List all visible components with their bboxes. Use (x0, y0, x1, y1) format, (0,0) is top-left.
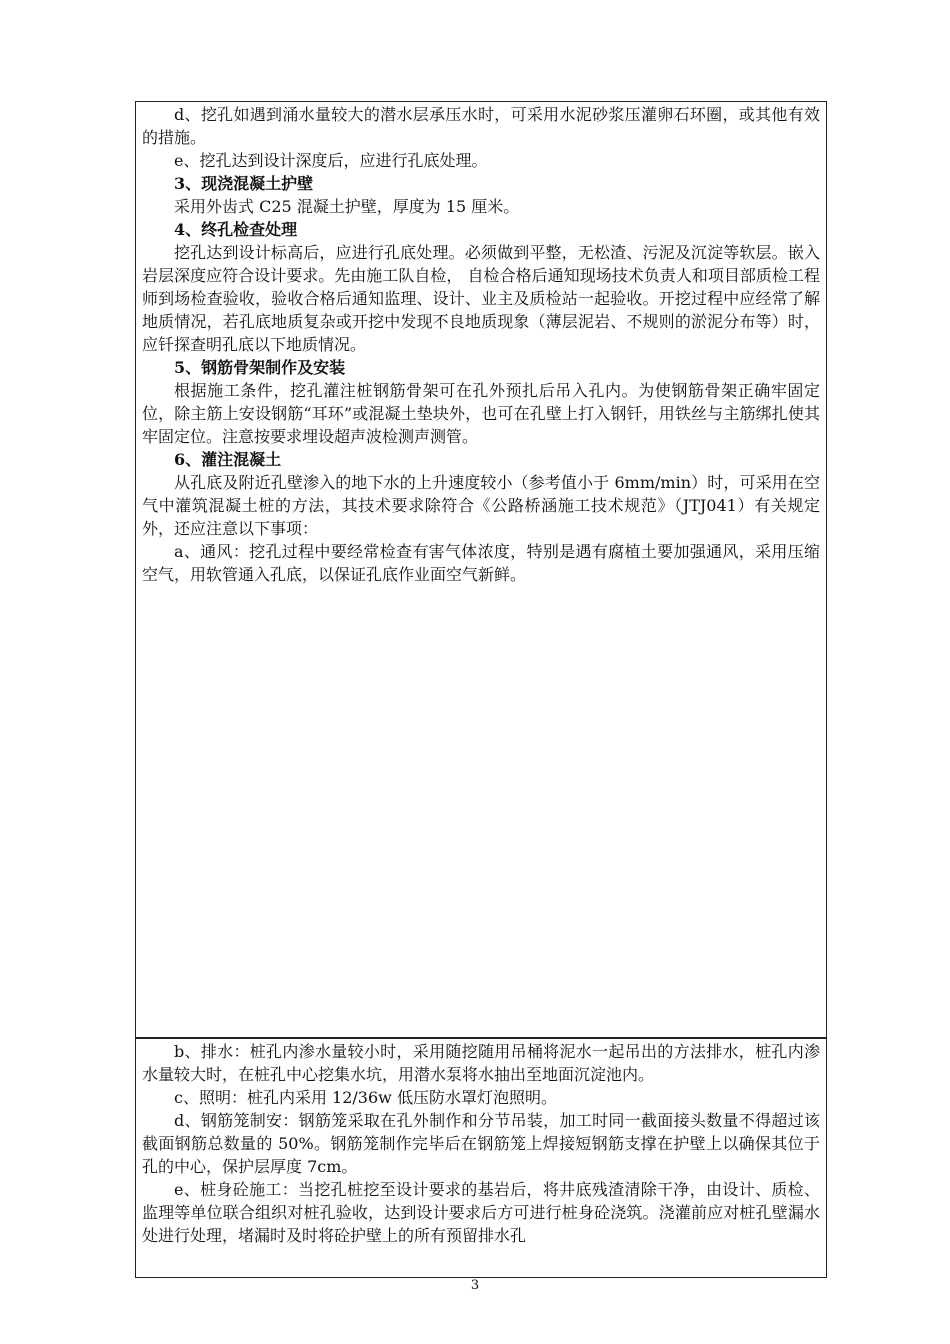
paragraph-6: 从孔底及附近孔壁渗入的地下水的上升速度较小（参考值小于 6mm/min）时，可采用在空气中灌筑混凝土桩的方法，其技术要求除符合《公路桥涵施工技术规范》（JTJ041）有关规定外，还应注意以下事项： (142, 473, 820, 538)
page-number: 3 (470, 1278, 480, 1293)
paragraph-e2: e、桩身砼施工：当挖孔桩挖至设计要求的基岩后，将井底残渣清除干净，由设计、质检、监理等单位联合组织对桩孔验收，达到设计要求后方可进行桩身砼浇筑。浇灌前应对桩孔壁漏水处进行处理，堵漏时及时将砼护壁上的所有预留排水孔 (142, 1180, 820, 1245)
paragraph-d2: d、钢筋笼制安：钢筋笼采取在孔外制作和分节吊装，加工时同一截面接头数量不得超过该截面钢筋总数量的 50%。钢筋笼制作完毕后在钢筋笼上焊接短钢筋支撑在护壁上以确保其位于孔的中心，保护层厚度 7cm。 (142, 1111, 820, 1176)
heading-6: 6、灌注混凝土 (174, 450, 282, 469)
content-frame-bottom (135, 1038, 827, 1278)
paragraph-4: 挖孔达到设计标高后，应进行孔底处理。必须做到平整，无松渣、污泥及沉淀等软层。嵌入岩层深度应符合设计要求。先由施工队自检， 自检合格后通知现场技术负责人和项目部质检工程师到场检查验收，验收合格后通知监理、设计、业主及质检站一起验收。开挖过程中应经常了解地质情况，若孔底地质复杂或开挖中发现不良地质现象（薄层泥岩、不规则的淤泥分布等）时，应钎探查明孔底以下地质情况。 (142, 243, 820, 354)
paragraph-d: d、挖孔如遇到涌水量较大的潜水层承压水时，可采用水泥砂浆压灌卵石环圈，或其他有效的措施。 (142, 105, 820, 147)
paragraph-c: c、照明：桩孔内采用 12/36w 低压防水罩灯泡照明。 (174, 1088, 557, 1107)
heading-5: 5、钢筋骨架制作及安装 (174, 358, 346, 377)
paragraph-e: e、挖孔达到设计深度后，应进行孔底处理。 (174, 151, 488, 170)
paragraph-6a: a、通风：挖孔过程中要经常检查有害气体浓度，特别是遇有腐植土要加强通风，采用压缩空气，用软管通入孔底，以保证孔底作业面空气新鲜。 (142, 542, 820, 584)
content-frame-top (135, 101, 827, 1038)
paragraph-b: b、排水：桩孔内渗水量较小时，采用随挖随用吊桶将泥水一起吊出的方法排水，桩孔内渗水量较大时，在桩孔中心挖集水坑，用潜水泵将水抽出至地面沉淀池内。 (142, 1042, 820, 1084)
paragraph-3: 采用外齿式 C25 混凝土护壁，厚度为 15 厘米。 (174, 197, 520, 216)
paragraph-5: 根据施工条件，挖孔灌注桩钢筋骨架可在孔外预扎后吊入孔内。为使钢筋骨架正确牢固定位，除主筋上安设钢筋“耳环”或混凝土垫块外，也可在孔壁上打入钢钎，用铁丝与主筋绑扎使其牢固定位。注意按要求埋设超声波检测声测管。 (142, 381, 820, 446)
heading-3: 3、现浇混凝土护壁 (174, 174, 314, 193)
heading-4: 4、终孔检查处理 (174, 220, 298, 239)
